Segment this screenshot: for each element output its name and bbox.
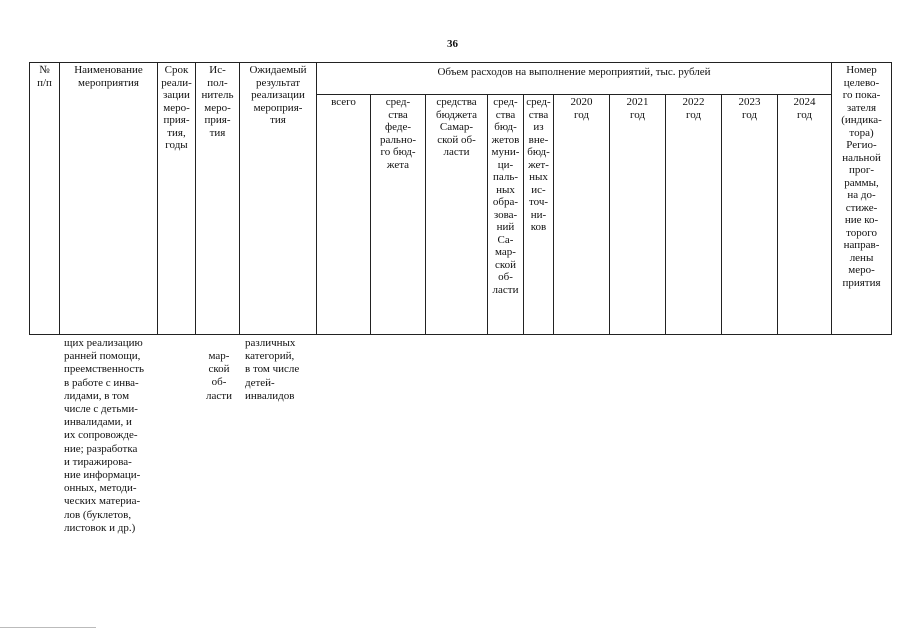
scan-artifact-line <box>0 627 96 628</box>
header-year-2022: 2022 год <box>666 95 722 335</box>
header-name: Наименование мероприятия <box>60 63 158 335</box>
header-year-2020: 2020 год <box>554 95 610 335</box>
header-extrabudget: сред- ства из вне- бюд- жет- ных ис- точ- ни- ков <box>524 95 554 335</box>
header-term: Срок реали- зации меро- прия- тия, годы <box>158 63 196 335</box>
header-number: № п/п <box>30 63 60 335</box>
page-number: 36 <box>447 38 458 50</box>
header-regional: средства бюджета Самар- ской об- ласти <box>426 95 488 335</box>
header-result: Ожидаемый результат реализации мероприя- тия <box>240 63 317 335</box>
header-year-2024: 2024 год <box>778 95 832 335</box>
header-total: всего <box>317 95 371 335</box>
continuation-executor-text: мар- ской об- ласти <box>206 350 232 402</box>
header-expenses-group: Объем расходов на выполнение мероприятий, тыс. рублей <box>317 63 832 95</box>
header-federal: сред- ства феде- рально- го бюд- жета <box>371 95 426 335</box>
header-year-2023: 2023 год <box>722 95 778 335</box>
header-municipal: сред- ства бюд- жетов муни- ци- паль- ных обра- зова- ний Са- мар- ской об- ласти <box>488 95 524 335</box>
continuation-result-text: различных категорий, в том числе детей- инвалидов <box>245 337 300 402</box>
expenses-table <box>29 62 892 335</box>
continuation-name-text: щих реализацию ранней помощи, преемственность в работе с инва- лидами, в том числе с детьми- инвалидами, и их сопровожде- ние; разработка и тиражирова- ние информаци- онных, методи- ческих материа- лов (буклетов, листовок и др.) <box>64 337 145 534</box>
header-executor: Ис- пол- нитель меро- прия- тия <box>196 63 240 335</box>
header-indicator: Номер целево- го пока- зателя (индика- тора) Регио- нальной прог- раммы, на до- стиже- ние ко- торого направ- лены меро- приятия <box>832 63 892 335</box>
header-year-2021: 2021 год <box>610 95 666 335</box>
